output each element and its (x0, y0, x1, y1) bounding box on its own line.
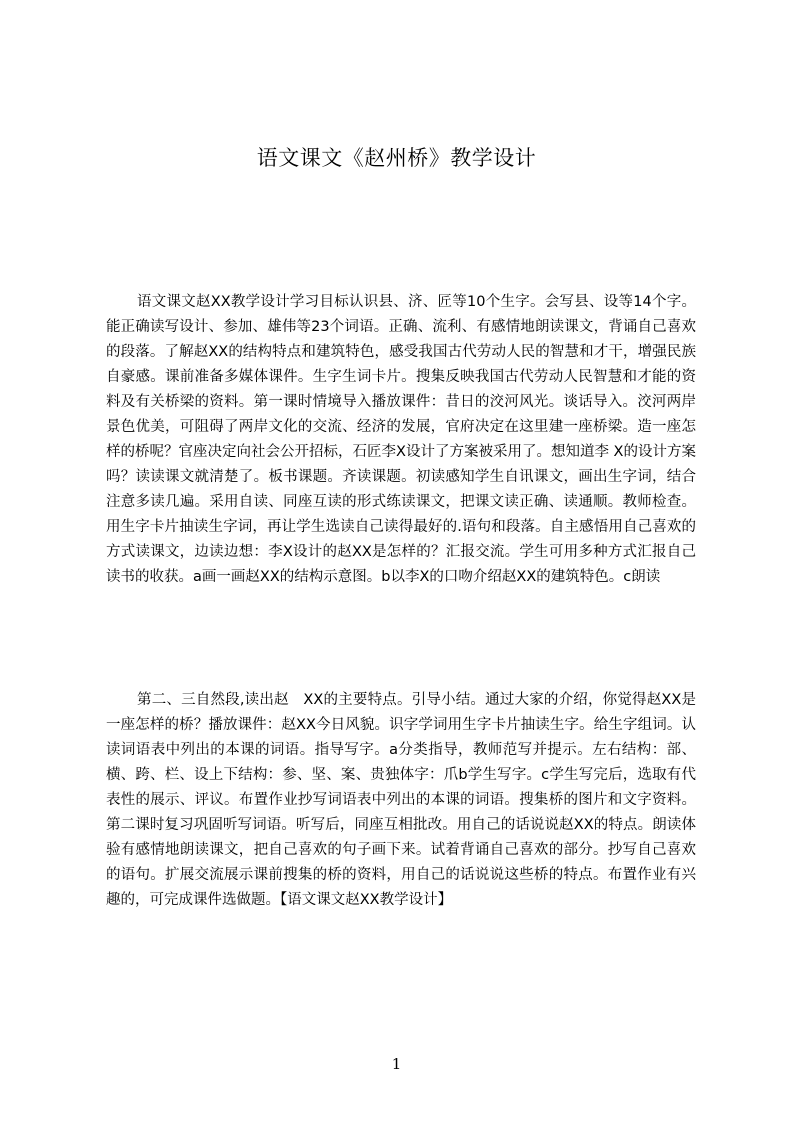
body-paragraph: 语文课文赵XX教学设计学习目标认识县、济、匠等10个生字。会写县、设等14个字。能正确读写设计、参加、雄伟等23个词语。正确、流利、有感情地朗读课文，背诵自己喜欢的段落。了解赵XX的结构特点和建筑特色，感受我国古代劳动人民的智慧和才干，增强民族自豪感。课前准备多媒体课件。生字生词卡片。搜集反映我国古代劳动人民智慧和才能的资料及有关桥梁的资料。第一课时情境导入播放课件：昔日的洨河风光。谈话导入。洨河两岸景色优美，可阻碍了两岸文化的交流、经济的发展，官府决定在这里建一座桥梁。造一座怎样的桥呢？官座决定向社会公开招标，石匠李X设计了方案被采用了。想知道李 X的设计方案吗？读读课文就清楚了。板书课题。齐读课题。初读感知学生自讯课文，画出生字词，结合注意多读几遍。采用自读、同座互读的形式练读课文，把课文读正确、读通顺。教师检查。用生字卡片抽读生字词，再让学生选读自己读得最好的.语句和段落。自主感悟用自己喜欢的方式读课文，边读边想：李X设计的赵XX是怎样的？汇报交流。学生可用多种方式汇报自己读书的收获。a画一画赵XX的结构示意图。b以李X的口吻介绍赵XX的建筑特色。c朗读 (106, 294, 696, 585)
document-title: 语文课文《赵州桥》教学设计 (256, 146, 537, 170)
page-number: 1 (391, 1055, 402, 1073)
body-paragraph: 第二、三自然段,读出赵 XX的主要特点。引导小结。通过大家的介绍，你觉得赵XX是一座怎样的桥？播放课件：赵XX今日风貌。识字学词用生字卡片抽读生字。给生字组词。认读词语表中列出的本课的词语。指导写字。a分类指导，教师范写并提示。左右结构：部、横、跨、栏、设上下结构：参、坚、案、贵独体字：爪b学生写字。c学生写完后，选取有代表性的展示、评议。布置作业抄写词语表中列出的本课的词语。搜集桥的图片和文字资料。第二课时复习巩固听写词语。听写后，同座互相批改。用自己的话说说赵XX的特点。朗读体验有感情地朗读课文，把自己喜欢的句子画下来。试着背诵自己喜欢的部分。抄写自己喜欢的语句。扩展交流展示课前搜集的桥的资料，用自己的话说说这些桥的特点。布置作业有兴趣的，可完成课件选做题。【语文课文赵XX教学设计】 (106, 692, 696, 908)
